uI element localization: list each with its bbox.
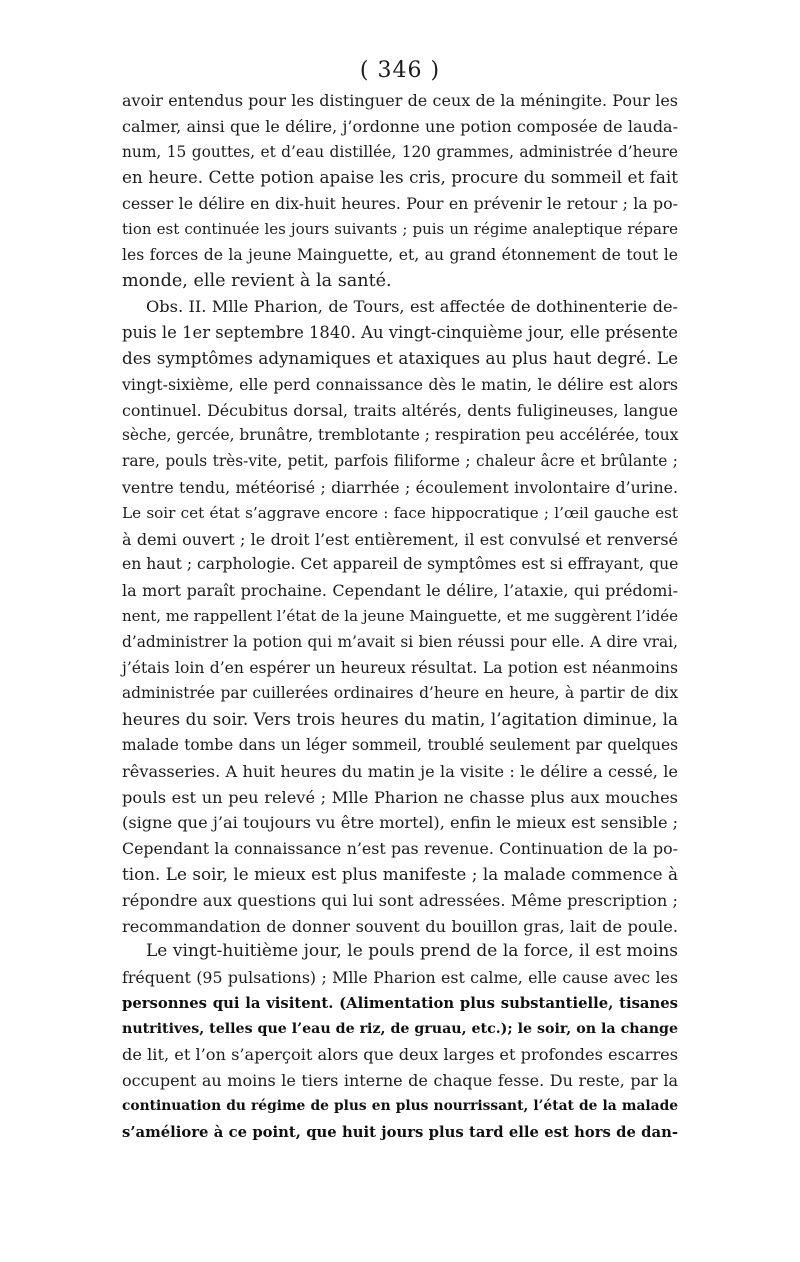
- text-line: d’administrer la potion qui m’avait si bien réussi pour elle. A dire vrai,: [122, 632, 678, 651]
- text-line: Le vingt-huitième jour, le pouls prend de la force, il est moins: [146, 941, 678, 962]
- text-line: Le soir cet état s’aggrave encore : face hippocratique ; l’œil gauche est: [122, 503, 678, 522]
- text-line: (signe que j’ai toujours vu être mortel), enfin le mieux est sensible ;: [122, 813, 679, 833]
- text-line: vingt-sixième, elle perd connaissance dès le matin, le délire est alors: [122, 374, 678, 394]
- text-line: tion est continuée les jours suivants ; puis un régime analeptique répare: [122, 219, 678, 238]
- text-line: sèche, gercée, brunâtre, tremblotante ; respiration peu accélérée, toux: [122, 426, 679, 445]
- text-line: cesser le délire en dix-huit heures. Pour en prévenir le retour ; la po-: [122, 194, 678, 214]
- text-line: administrée par cuillerées ordinaires d’heure en heure, à partir de dix: [122, 684, 678, 703]
- text-line: tion. Le soir, le mieux est plus manifeste ; la malade commence à: [122, 863, 678, 884]
- text-line: en heure. Cette potion apaise les cris, procure du sommeil et fait: [122, 167, 678, 188]
- text-line: nutritives, telles que l’eau de riz, de gruau, etc.); le soir, on la change: [122, 1020, 678, 1037]
- text-line: calmer, ainsi que le délire, j’ordonne une potion composée de lauda-: [122, 116, 678, 136]
- text-line: avoir entendus pour les distinguer de ceux de la méningite. Pour les: [122, 91, 678, 110]
- text-line: personnes qui la visitent. (Alimentation plus substantielle, tisanes: [122, 994, 678, 1012]
- text-line: en haut ; carphologie. Cet appareil de symptômes est si effrayant, que: [122, 555, 679, 574]
- text-line: j’étais loin d’en espérer un heureux résultat. La potion est néanmoins: [122, 658, 678, 677]
- text-line: fréquent (95 pulsations) ; Mlle Pharion est calme, elle cause avec les: [122, 968, 678, 988]
- text-line: les forces de la jeune Mainguette, et, au grand étonnement de tout le: [122, 245, 678, 264]
- page-number: ( 346 ): [359, 58, 441, 83]
- text-line: puis le 1er septembre 1840. Au vingt-cinquième jour, elle présente: [122, 323, 678, 343]
- text-line: heures du soir. Vers trois heures du matin, l’agitation diminue, la: [122, 709, 678, 730]
- text-line: recommandation de donner souvent du bouillon gras, lait de poule.: [122, 916, 678, 936]
- text-line: Obs. II. Mlle Pharion, de Tours, est affectée de dothinenterie de-: [146, 297, 678, 317]
- text-line: num, 15 gouttes, et d’eau distillée, 120 grammes, administrée d’heure: [122, 142, 678, 161]
- text-line: continuel. Décubitus dorsal, traits altérés, dents fuligineuses, langue: [122, 400, 678, 420]
- text-line: nent, me rappellent l’état de la jeune Mainguette, et me suggèrent l’idée: [122, 606, 678, 625]
- text-line: rêvasseries. A huit heures du matin je la visite : le délire a cessé, le: [122, 761, 678, 781]
- text-line: répondre aux questions qui lui sont adressées. Même prescription ;: [122, 890, 678, 910]
- text-line: monde, elle revient à la santé.: [122, 270, 392, 291]
- text-line: des symptômes adynamiques et ataxiques au plus haut degré. Le: [122, 347, 678, 368]
- text-line: ventre tendu, météorisé ; diarrhée ; écoulement involontaire d’urine.: [122, 477, 678, 497]
- text-line: à demi ouvert ; le droit l’est entièrement, il est convulsé et renversé: [122, 529, 678, 549]
- text-line: s’améliore à ce point, que huit jours plus tard elle est hors de dan-: [122, 1123, 678, 1141]
- body-text: [122, 88, 678, 1146]
- text-line: la mort paraît prochaine. Cependant le délire, l’ataxie, qui prédomi-: [122, 581, 678, 601]
- text-line: malade tombe dans un léger sommeil, troublé seulement par quelques: [122, 735, 678, 754]
- text-line: de lit, et l’on s’aperçoit alors que deux larges et profondes escarres: [122, 1045, 679, 1065]
- text-line: continuation du régime de plus en plus nourrissant, l’état de la malade: [122, 1098, 678, 1115]
- text-line: occupent au moins le tiers interne de chaque fesse. Du reste, par la: [122, 1071, 678, 1091]
- text-line: Cependant la connaissance n’est pas revenue. Continuation de la po-: [122, 839, 678, 859]
- text-line: rare, pouls très-vite, petit, parfois filiforme ; chaleur âcre et brûlante ;: [122, 452, 678, 471]
- text-line: pouls est un peu relevé ; Mlle Pharion ne chasse plus aux mouches: [122, 787, 678, 807]
